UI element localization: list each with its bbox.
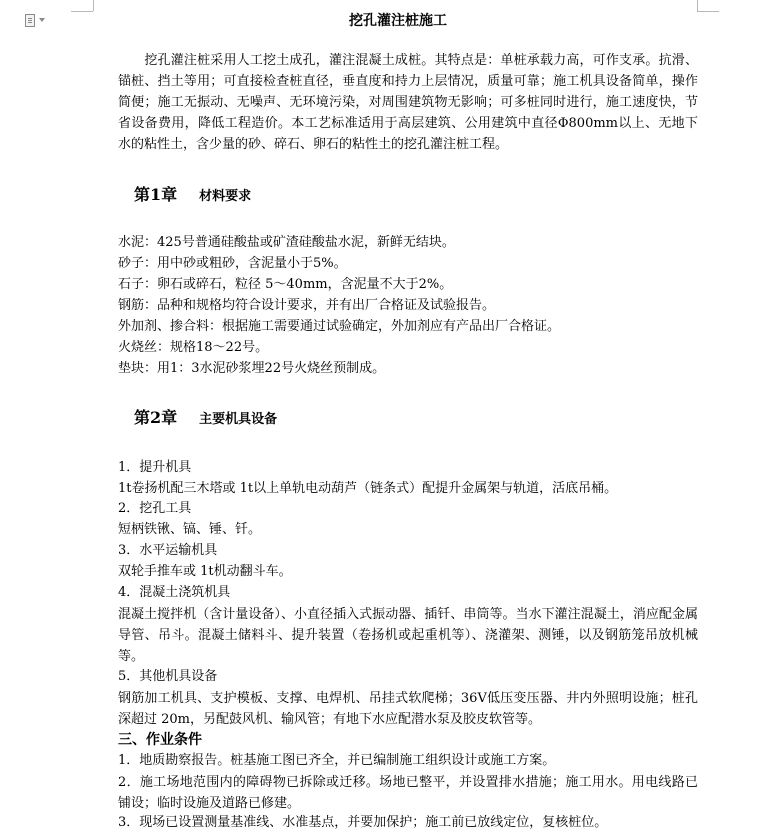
page-corner-mark-right-h [697,11,719,12]
equip-body: 1t卷扬机配三木塔或 1t以上单轨电动葫芦（链条式）配提升金属架与轨道，活底吊桶。 [118,481,618,496]
equip-heading: 4．混凝土浇筑机具 [118,585,231,600]
equip-body: 双轮手推车或 1t机动翻斗车。 [118,564,292,579]
material-item: 钢筋：品种和规格均符合设计要求，并有出厂合格证及试验报告。 [118,298,496,313]
chapter-2-title: 主要机具设备 [199,412,278,427]
document-menu-button[interactable] [25,12,53,28]
chapter-1-title: 材料要求 [199,189,252,204]
condition-item: 3．现场已设置测量基准线、水准基点，并要加保护；施工前已放线定位，复核桩位。 [118,815,608,830]
condition-item: 1．地质勘察报告。桩基施工图已齐全，并已编制施工组织设计或施工方案。 [118,753,556,768]
equip-heading: 2．挖孔工具 [118,501,192,516]
condition-item: 2．施工场地范围内的障碍物已拆除或迁移。场地已整平，并设置排水措施；施工用水。用电线路已铺设；临时设施及道路已修建。 [118,775,698,811]
section-3-heading: 三、作业条件 [118,732,202,748]
equip-heading: 5．其他机具设备 [118,669,218,684]
material-item: 砂子：用中砂或粗砂，含泥量小于5%。 [118,256,347,271]
chapter-2-number: 第2章 [134,408,178,427]
material-item: 水泥：425号普通硅酸盐或矿渣硅酸盐水泥，新鲜无结块。 [118,235,455,250]
material-item: 外加剂、掺合料：根据施工需要通过试验确定，外加剂应有产品出厂合格证。 [118,319,561,334]
document-icon [25,14,35,27]
chapter-1-heading [134,183,251,209]
intro-paragraph: 挖孔灌注桩采用人工挖土成孔，灌注混凝土成桩。其特点是：单桩承载力高，可作支承。抗滑、锚桩、挡土等用；可直接检查桩直径，垂直度和持力上层情况，质量可靠；施工机具设备简单，操作简便；施工无振动、无噪声、无环境污染，对周围建筑物无影响；可多桩同时进行，施工速度快，节省设备费用，降低工程造价。本工艺标准适用于高层建筑、公用建筑中直径Φ800mm以上、无地下水的粘性土，含少量的砂、碎石、卵石的粘性土的挖孔灌注桩工程。 [118,53,698,152]
page-corner-mark-left [93,0,94,11]
equip-body: 短柄铁锹、镐、锤、钎。 [118,522,262,537]
material-item: 石子：卵石或碎石，粒径 5～40mm，含泥量不大于2%。 [118,277,453,292]
chevron-down-icon [39,18,45,22]
page-corner-mark-left-h [71,11,93,12]
equip-heading: 3．水平运输机具 [118,543,218,558]
material-item: 火烧丝：规格18～22号。 [118,340,269,355]
chapter-2-heading [134,406,277,432]
page-title: 挖孔灌注桩施工 [349,13,447,29]
equip-body: 混凝土搅拌机（含计量设备）、小直径插入式振动器、插钎、串筒等。当水下灌注混凝土，消应配金属导管、吊斗。混凝土储料斗、提升装置（卷扬机或起重机等）、浇灌架、测锤，以及钢筋笼吊放机械等。 [118,607,698,664]
equip-heading: 1．提升机具 [118,460,192,475]
chapter-1-number: 第1章 [134,185,178,204]
page-corner-mark-right [697,0,698,11]
equip-body: 钢筋加工机具、支护模板、支撑、电焊机、吊挂式软爬梯；36V低压变压器、井内外照明设施；桩孔深超过 20m，另配鼓风机、输风管；有地下水应配潜水泵及胶皮软管等。 [118,691,698,727]
material-item: 垫块：用1：3水泥砂浆埋22号火烧丝预制成。 [118,361,386,376]
